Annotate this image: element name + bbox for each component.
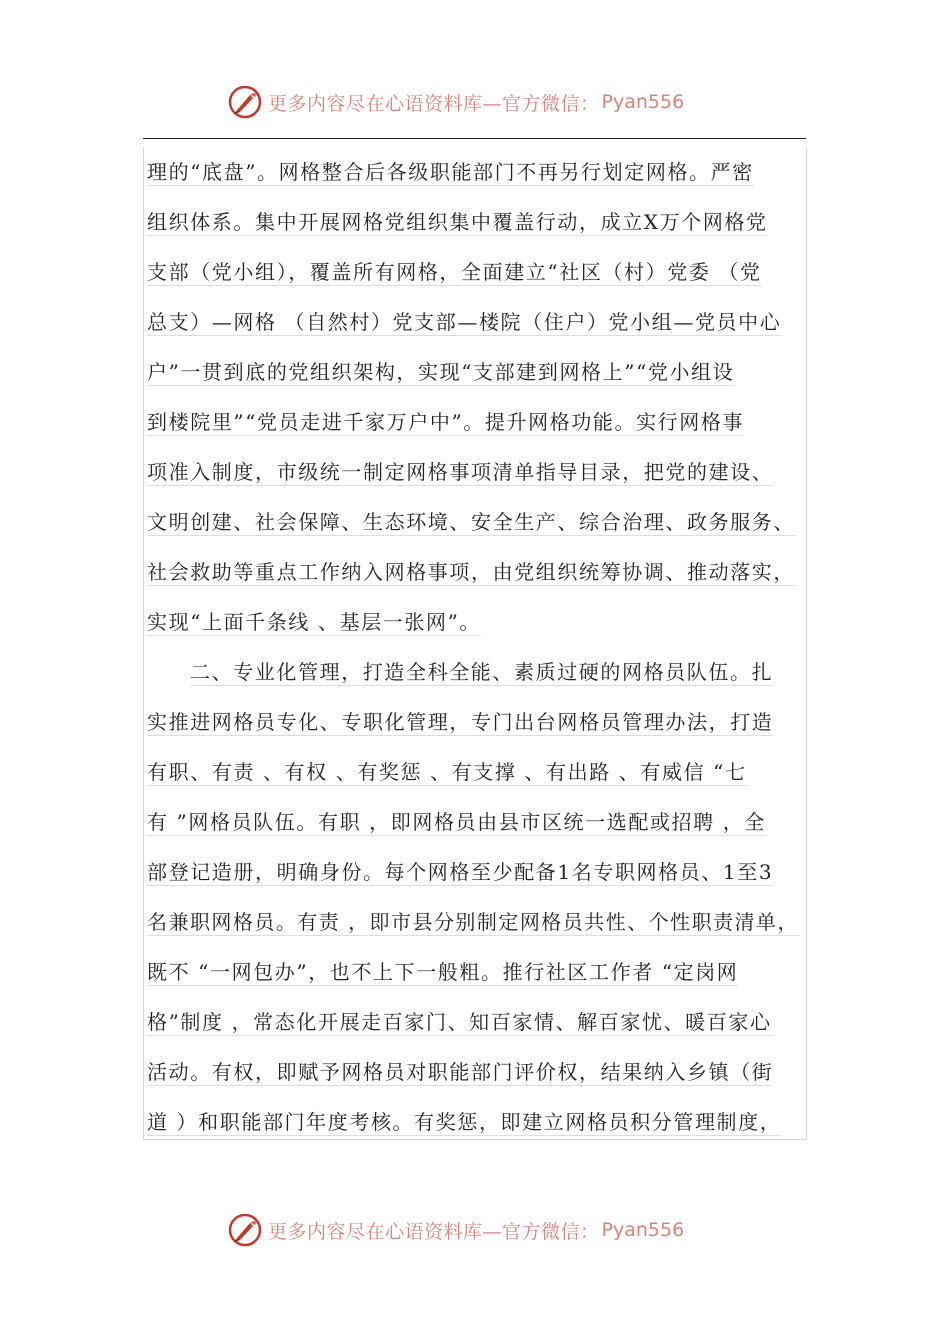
text-line: 文明创建、社会保障、生态环境、安全生产、综合治理、政务服务、 — [147, 510, 795, 534]
text-line: 道 ）和职能部门年度考核。有奖惩，即建立网格员积分管理制度， — [147, 1110, 782, 1134]
text-line: 实现“上面千条线 、基层一张网”。 — [147, 610, 482, 634]
text-line: 项准入制度，市级统一制定网格事项清单指导目录，把党的建设、 — [147, 460, 774, 484]
text-line: 到楼院里”“党员走进千家万户中”。提升网格功能。实行网格事 — [147, 410, 745, 434]
text-line: 组织体系。集中开展网格党组织集中覆盖行动，成立X万个网格党 — [147, 210, 768, 234]
text-line: 支部（党小组），覆盖所有网格，全面建立“社区（村）党委 （党 — [147, 260, 762, 284]
text-line: 既不 “一网包办”，也不上下一般粗。推行社区工作者 “定岗网 — [147, 960, 739, 984]
banner-text: 更多内容尽在心语资料库—官方微信： — [268, 1220, 600, 1243]
banner-text: 更多内容尽在心语资料库—官方微信： — [268, 92, 600, 115]
quill-logo-icon — [228, 1213, 262, 1247]
text-line: 格”制度 ，常态化开展走百家门、知百家情、解百家忧、暖百家心 — [147, 1010, 772, 1034]
footer-banner — [228, 1210, 684, 1250]
text-line: 理的“底盘”。网格整合后各级职能部门不再另行划定网格。严密 — [147, 160, 754, 184]
text-line: 户”一贯到底的党组织架构，实现“支部建到网格上”“党小组设 — [147, 360, 735, 384]
text-line: 二、专业化管理，打造全科全能、素质过硬的网格员队伍。扎 — [190, 660, 774, 684]
text-line: 社会救助等重点工作纳入网格事项，由党组织统筹协调、推动落实， — [147, 560, 795, 584]
document-body — [143, 147, 807, 1140]
header-rule — [143, 138, 806, 139]
text-line: 名兼职网格员。有责 ，即市县分别制定网格员共性、个性职责清单， — [147, 910, 799, 934]
quill-logo-icon — [228, 85, 262, 119]
banner-handle: Pyan556 — [601, 91, 685, 113]
text-line: 活动。有权，即赋予网格员对职能部门评价权，结果纳入乡镇（街 — [147, 1060, 774, 1084]
text-line: 部登记造册，明确身份。每个网格至少配备1名专职网格员、1至3 — [147, 860, 774, 884]
text-line: 总支）—网格 （自然村）党支部—楼院（住户）党小组—党员中心 — [147, 310, 782, 334]
text-line: 实推进网格员专化、专职化管理，专门出台网格员管理办法，打造 — [147, 710, 774, 734]
text-line: 有 ”网格员队伍。有职 ，即网格员由县市区统一选配或招聘 ，全 — [147, 810, 766, 834]
header-banner — [228, 82, 684, 122]
text-line: 有职、有责 、有权 、有奖惩 、有支撑 、有出路 、有威信 “七 — [147, 760, 747, 784]
banner-handle: Pyan556 — [601, 1219, 685, 1241]
